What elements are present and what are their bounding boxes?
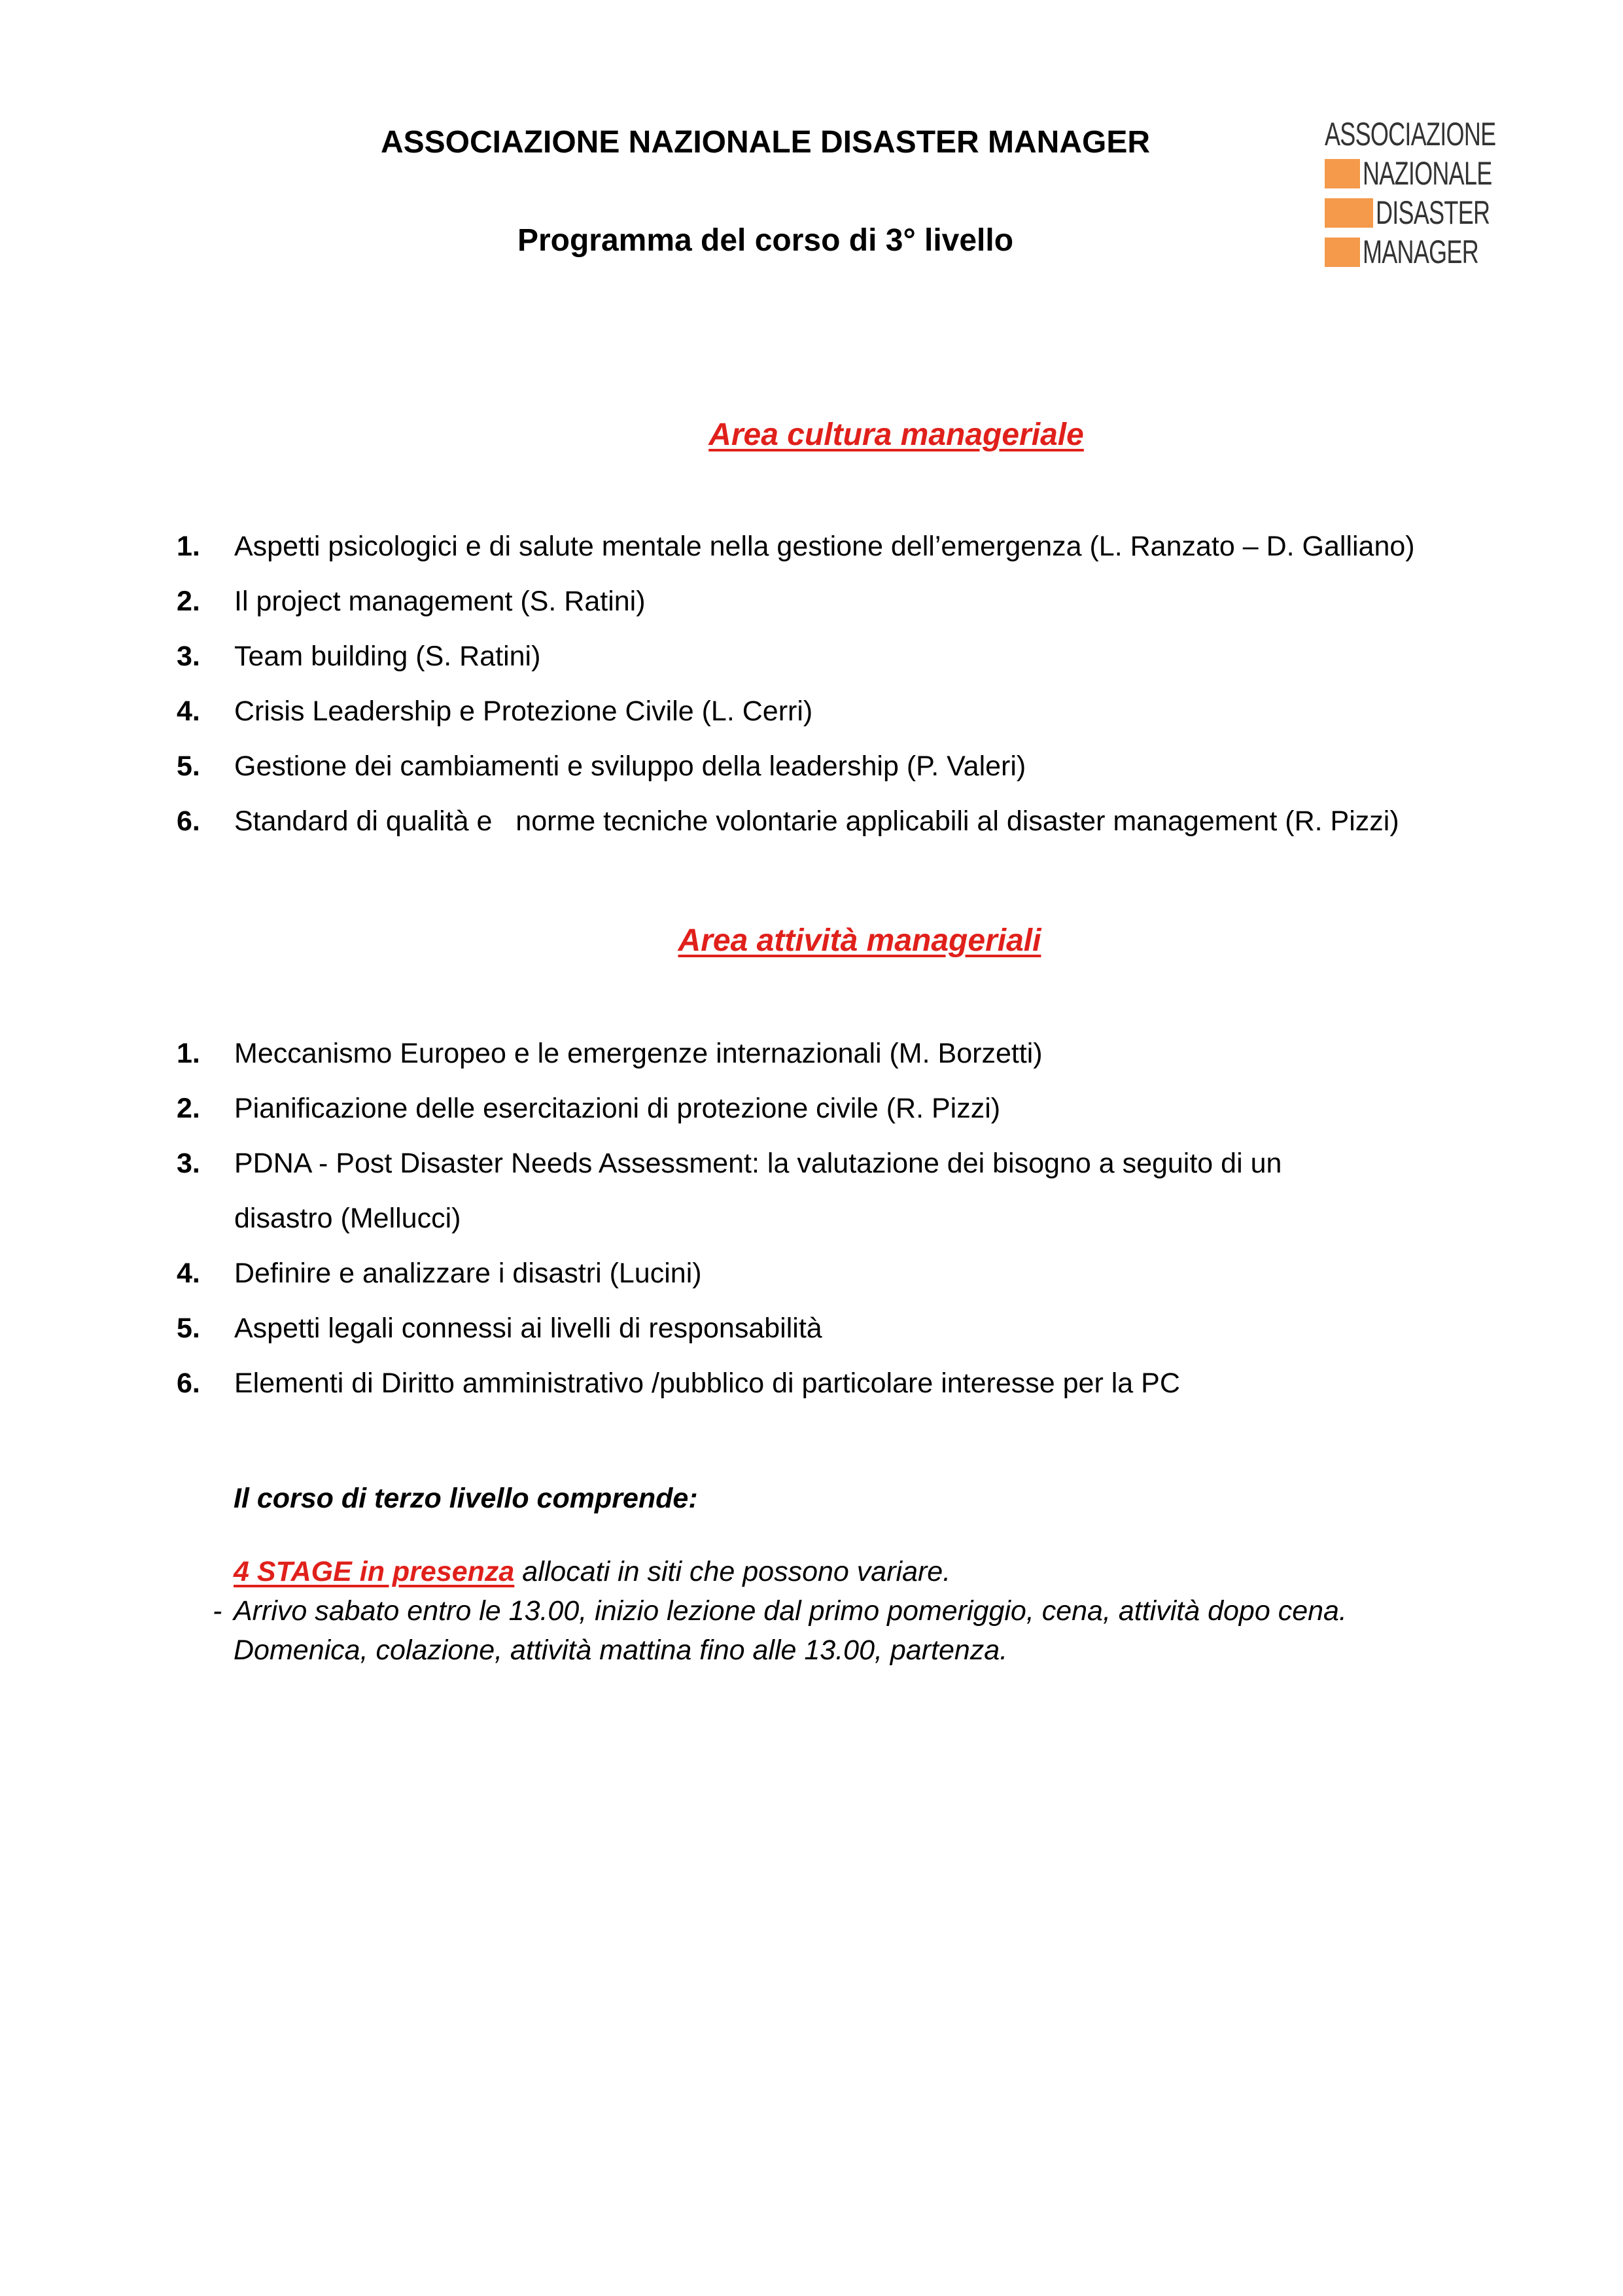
logo-square-icon <box>1325 238 1360 267</box>
course-list-attivita <box>177 1026 1282 1411</box>
list-item: 1. Meccanismo Europeo e le emergenze internazionali (M. Borzetti) <box>177 1038 1043 1069</box>
list-item: 5. Gestione dei cambiamenti e sviluppo della leadership (P. Valeri) <box>177 751 1026 782</box>
schedule-line-sunday: Domenica, colazione, attività mattina fino alle 13.00, partenza. <box>234 1634 1008 1666</box>
list-item-continuation: disastro (Mellucci) <box>234 1203 461 1234</box>
course-notes <box>213 1479 1347 1670</box>
stage-rest: allocati in siti che possono variare. <box>514 1556 951 1587</box>
dash-marker: - <box>213 1595 222 1627</box>
list-item: 2. Il project management (S. Ratini) <box>177 586 646 617</box>
logo-line-3: DISASTER <box>1325 193 1492 232</box>
organization-title: ASSOCIAZIONE NAZIONALE DISASTER MANAGER <box>380 125 1151 160</box>
notes-heading: Il corso di terzo livello comprende: <box>234 1483 698 1514</box>
stage-note <box>234 1552 1347 1591</box>
list-item: 1. Aspetti psicologici e di salute mentale nella gestione dell’emergenza (L. Ranzato – D. Galliano) <box>177 531 1415 562</box>
document-title: Programma del corso di 3° livello <box>517 223 1014 258</box>
list-item: 3. PDNA - Post Disaster Needs Assessment: la valutazione dei bisogno a seguito di un disastro (Mellucci) <box>177 1136 1282 1246</box>
section-title-attivita: Area attività manageriali <box>678 923 1041 958</box>
logo-line-1: ASSOCIAZIONE <box>1325 116 1496 152</box>
section-title-cultura: Area cultura manageriale <box>708 417 1084 452</box>
list-item: 2. Pianificazione delle esercitazioni di protezione civile (R. Pizzi) <box>177 1093 1001 1124</box>
list-item: 6. Elementi di Diritto amministrativo /pubblico di particolare interesse per la PC <box>177 1368 1180 1399</box>
logo-line-2: NAZIONALE <box>1325 154 1492 193</box>
stage-highlight: 4 STAGE in presenza <box>234 1556 515 1587</box>
list-item: 6. Standard di qualità e norme tecniche volontarie applicabili al disaster management (R. Pizzi) <box>177 805 1399 837</box>
logo-square-icon <box>1325 159 1360 188</box>
schedule-line-saturday: - Arrivo sabato entro le 13.00, inizio lezione dal primo pomeriggio, cena, attività dopo cena. <box>234 1591 1347 1631</box>
logo-line-4: MANAGER <box>1325 232 1492 272</box>
list-item: 4. Definire e analizzare i disastri (Lucini) <box>177 1258 702 1289</box>
list-item: 5. Aspetti legali connessi ai livelli di responsabilità <box>177 1313 822 1344</box>
list-item: 4. Crisis Leadership e Protezione Civile (L. Cerri) <box>177 696 813 727</box>
logo-square-icon <box>1325 198 1373 228</box>
course-list-cultura <box>177 519 1415 849</box>
list-item: 3. Team building (S. Ratini) <box>177 641 541 672</box>
association-logo <box>1325 115 1496 272</box>
